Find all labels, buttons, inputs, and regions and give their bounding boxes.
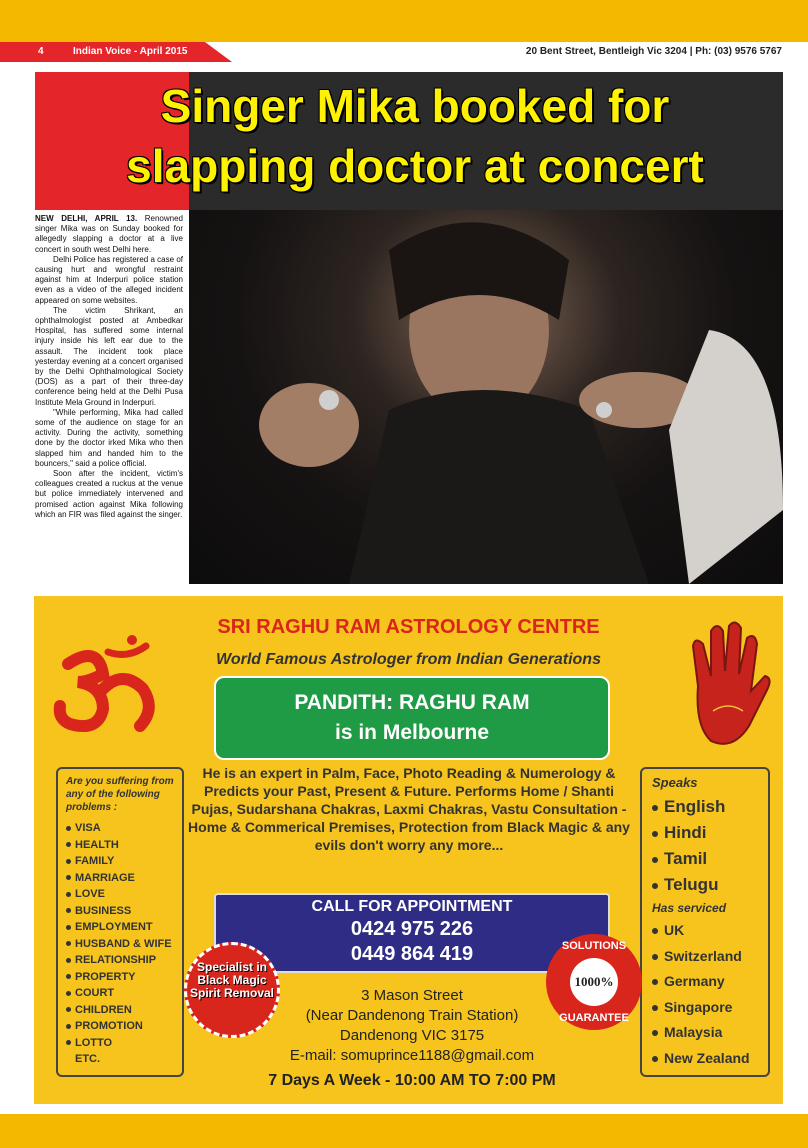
- bullet-icon: [652, 1056, 658, 1062]
- seal-center-text: 1000%: [570, 958, 618, 1006]
- country-item: UK: [652, 918, 758, 944]
- list-item: LOVE: [66, 886, 174, 903]
- seal-top-text: SOLUTIONS: [561, 940, 627, 952]
- problems-list: [66, 820, 174, 1068]
- news-photo: [189, 210, 783, 584]
- seal-bottom-text: GUARANTEE: [559, 1012, 629, 1024]
- country-item: Singapore: [652, 995, 758, 1021]
- list-item: PROMOTION: [66, 1018, 174, 1035]
- headline-line-1: Singer Mika booked for: [160, 80, 670, 132]
- bullet-icon: [652, 979, 658, 985]
- ad-address: [234, 986, 590, 1066]
- list-item: HEALTH: [66, 837, 174, 854]
- bullet-icon: [66, 826, 71, 831]
- problems-heading: Are you suffering from any of the following problems :: [66, 776, 174, 813]
- ad-subtitle: World Famous Astrologer from Indian Generations: [216, 651, 601, 668]
- bullet-icon: [652, 1005, 658, 1011]
- bullet-icon: [66, 842, 71, 847]
- serviced-heading: Has serviced: [652, 901, 727, 915]
- om-symbol-icon: [48, 634, 168, 734]
- list-item: RELATIONSHIP: [66, 952, 174, 969]
- list-item: PROPERTY: [66, 969, 174, 986]
- issue-label: Indian Voice - April 2015: [73, 46, 188, 57]
- ad-description: He is an expert in Palm, Face, Photo Reading & Numerology & Predicts your Past, Present & Future. Performs Home / Shanti Pujas, Sudarshana Chakras, Laxmi Chakras, Vastu Consultation - Home & Commerical Premises, Protection from Black Magic & any evils don't worry any more...: [188, 765, 630, 853]
- list-item: BUSINESS: [66, 903, 174, 920]
- palm-hand-icon: [683, 616, 773, 756]
- bullet-icon: [66, 941, 71, 946]
- country-item: Switzerland: [652, 944, 758, 970]
- footer-band: [0, 1114, 808, 1148]
- bullet-icon: [652, 831, 658, 837]
- call-label: CALL FOR APPOINTMENT: [311, 898, 513, 915]
- article-paragraph: "While performing, Mika had called some of the audience on stage for an activity. During the activity, something done by the doctor irked Mika who then slapped him and handed him to the bouncers," said a police official.: [35, 407, 183, 468]
- phone-number-2[interactable]: 0449 864 419: [350, 943, 474, 965]
- bullet-icon: [652, 805, 658, 811]
- bullet-icon: [66, 958, 71, 963]
- speaks-box: [640, 767, 770, 1077]
- country-item: New Zealand: [652, 1046, 758, 1072]
- list-item: COURT: [66, 985, 174, 1002]
- list-item: CHILDREN: [66, 1002, 174, 1019]
- bullet-icon: [652, 954, 658, 960]
- bullet-icon: [66, 1040, 71, 1045]
- speaks-heading: Speaks: [652, 775, 698, 790]
- country-item: Germany: [652, 969, 758, 995]
- address-line-3: Dandenong VIC 3175: [339, 1027, 485, 1044]
- bullet-icon: [652, 928, 658, 934]
- list-item: HUSBAND & WIFE: [66, 936, 174, 953]
- astrology-ad: [34, 596, 783, 1104]
- specialist-badge: Specialist in Black Magic Spirit Removal: [184, 942, 280, 1038]
- country-item: Malaysia: [652, 1020, 758, 1046]
- list-item: MARRIAGE: [66, 870, 174, 887]
- header-address: 20 Bent Street, Bentleigh Vic 3204 | Ph: (03) 9576 5767: [525, 46, 782, 57]
- bullet-icon: [66, 991, 71, 996]
- language-item: English: [652, 794, 758, 820]
- language-item: Tamil: [652, 846, 758, 872]
- pandith-name: PANDITH: RAGHU RAM: [294, 691, 530, 714]
- problems-box: [56, 767, 184, 1077]
- bullet-icon: [66, 908, 71, 913]
- bullet-icon: [652, 883, 658, 889]
- headline: [35, 76, 795, 196]
- pandith-box: [214, 676, 610, 760]
- opening-hours: 7 Days A Week - 10:00 AM TO 7:00 PM: [268, 1072, 556, 1089]
- bullet-icon: [66, 925, 71, 930]
- language-item: Telugu: [652, 872, 758, 898]
- list-item: FAMILY: [66, 853, 174, 870]
- bullet-icon: [66, 974, 71, 979]
- bullet-icon: [652, 857, 658, 863]
- list-item: EMPLOYMENT: [66, 919, 174, 936]
- language-item: Hindi: [652, 820, 758, 846]
- address-line-1: 3 Mason Street: [361, 987, 463, 1004]
- bullet-icon: [66, 1024, 71, 1029]
- headline-line-2: slapping doctor at concert: [126, 140, 704, 192]
- ad-title: SRI RAGHU RAM ASTROLOGY CENTRE: [217, 616, 600, 638]
- bullet-icon: [66, 859, 71, 864]
- list-item: VISA: [66, 820, 174, 837]
- bullet-icon: [652, 1030, 658, 1036]
- address-line-2: (Near Dandenong Train Station): [305, 1007, 519, 1024]
- dateline: NEW DELHI, APRIL 13.: [35, 214, 138, 223]
- bullet-icon: [66, 1007, 71, 1012]
- email-link[interactable]: E-mail: somuprince1188@gmail.com: [289, 1047, 535, 1064]
- singer-photo-illustration: [189, 210, 783, 584]
- list-item-etc: ETC.: [75, 1053, 101, 1065]
- article-paragraph: Delhi Police has registered a case of causing hurt and wrongful restraint against him at Inderpuri police station even as a video of the alleged incident appeared on some websites.: [35, 254, 183, 305]
- phone-number-1[interactable]: 0424 975 226: [350, 918, 474, 940]
- bullet-icon: [66, 875, 71, 880]
- page-number: 4: [38, 46, 44, 57]
- list-item: LOTTO: [66, 1035, 174, 1052]
- article-paragraph: NEW DELHI, APRIL 13. Renowned singer Mika was on Sunday booked for allegedly slapping a doctor at a live concert in south west Delhi here.: [35, 214, 183, 254]
- article-body: [35, 214, 183, 520]
- bullet-icon: [66, 892, 71, 897]
- pandith-location: is in Melbourne: [334, 721, 489, 744]
- article-paragraph: The victim Shrikant, an ophthalmologist posted at Ambedkar Hospital, has suffered some internal injury inside his left ear due to the assault. The incident took place yesterday evening at a concert organised by the Delhi Ophthalmological Society (DOS) as a part of their three-day conference being held at the Delhi Pusa Institute Mela Ground in Inderpuri.: [35, 305, 183, 407]
- article-paragraph: Soon after the incident, victim's colleagues created a ruckus at the venue but police immediately intervened and promised action against Mika following which an FIR was filed against the singer.: [35, 469, 183, 519]
